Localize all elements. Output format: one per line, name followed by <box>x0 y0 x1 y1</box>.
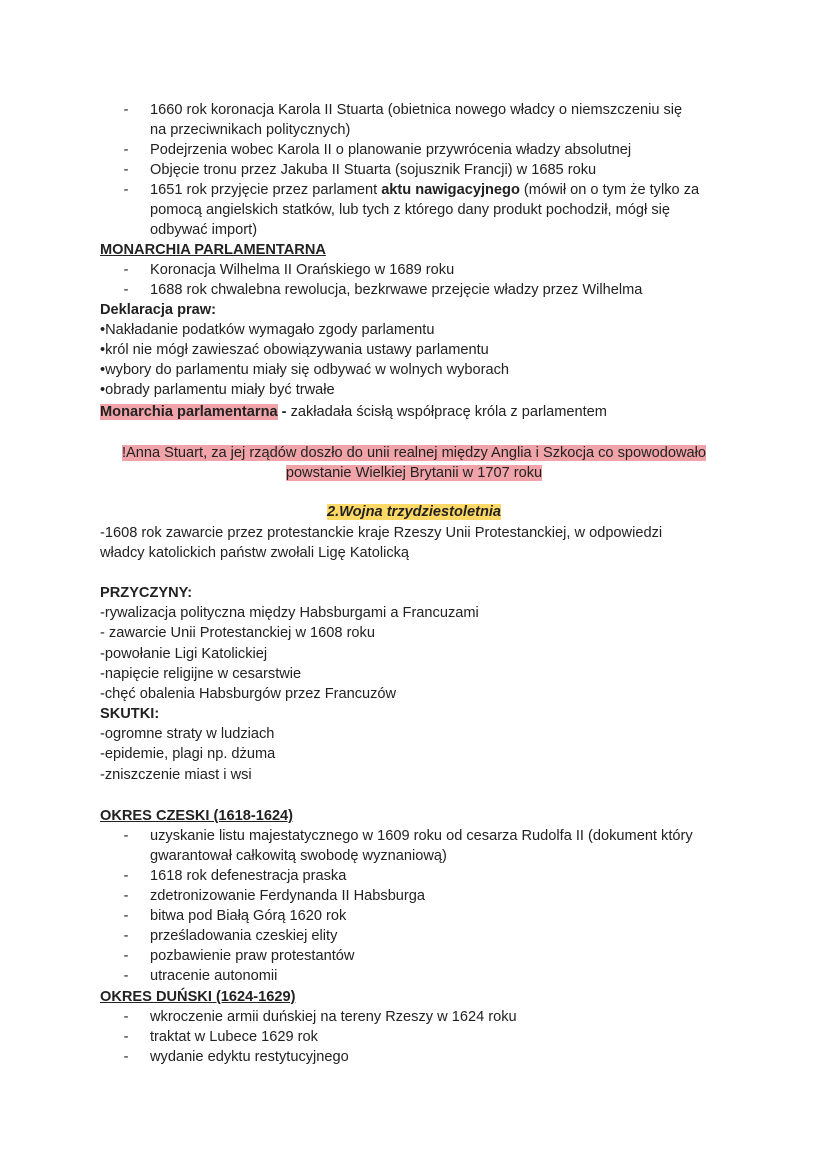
list-item: traktat w Lubece 1629 rok <box>150 1029 318 1045</box>
bullet-dash: - <box>123 928 129 944</box>
skutek-item: -zniszczenie miast i wsi <box>100 767 252 783</box>
list-item: 1688 rok chwalebna rewolucja, bezkrwawe przejęcie władzy przez Wilhelma <box>150 282 643 298</box>
list-item-continuation: gwarantował całkowitą swobodę wyznaniową) <box>150 848 447 864</box>
skutki-heading: SKUTKI: <box>100 706 160 722</box>
highlighted-title: 2.Wojna trzydziestoletnia <box>326 504 502 520</box>
list-item: bitwa pod Białą Górą 1620 rok <box>150 908 347 924</box>
list-item: wkroczenie armii duńskiej na tereny Rzeszy w 1624 roku <box>150 1009 517 1025</box>
highlighted-term: Monarchia parlamentarna <box>100 404 278 420</box>
section-heading-monarchia: MONARCHIA PARLAMENTARNA <box>100 242 326 258</box>
text-run: (mówił on o tym że tylko za <box>519 182 700 198</box>
list-item: prześladowania czeskiej elity <box>150 928 338 944</box>
bullet-dash: - <box>123 888 129 904</box>
bullet-dash: - <box>123 1029 129 1045</box>
monarchia-definition <box>100 402 607 422</box>
skutek-item: -epidemie, plagi np. dżuma <box>100 746 276 762</box>
bullet-dash: - <box>123 908 129 924</box>
skutek-item: -ogromne straty w ludziach <box>100 726 275 742</box>
text-run: 1651 rok przyjęcie przez parlament <box>150 182 382 198</box>
anna-note-line1 <box>0 443 828 463</box>
definition-text: zakładała ścisłą współpracę króla z parlamentem <box>286 404 607 420</box>
wojna-intro-continuation: władcy katolickich państw zwołali Ligę Katolicką <box>100 545 410 561</box>
list-item-continuation: odbywać import) <box>150 222 258 238</box>
bullet-dash: - <box>123 1009 129 1025</box>
definition-dash: - <box>277 404 287 420</box>
wojna-intro: -1608 rok zawarcie przez protestanckie kraje Rzeszy Unii Protestanckiej, w odpowiedzi <box>100 525 663 541</box>
bullet-dash: - <box>123 828 129 844</box>
deklaracja-item: •król nie mógł zawieszać obowiązywania ustawy parlamentu <box>100 342 489 358</box>
anna-note-line2 <box>0 463 828 483</box>
list-item: 1660 rok koronacja Karola II Stuarta (obietnica nowego władcy o niemszczeniu się <box>150 102 683 118</box>
highlighted-text: powstanie Wielkiej Brytanii w 1707 roku <box>285 465 543 481</box>
przyczyny-heading: PRZYCZYNY: <box>100 585 193 601</box>
section-heading-czeski: OKRES CZESKI (1618-1624) <box>100 808 294 824</box>
bullet-dash: - <box>123 102 129 118</box>
list-item: Objęcie tronu przez Jakuba II Stuarta (sojusznik Francji) w 1685 roku <box>150 162 597 178</box>
list-item: pozbawienie praw protestantów <box>150 948 355 964</box>
bullet-dash: - <box>123 868 129 884</box>
list-item: utracenie autonomii <box>150 968 278 984</box>
bullet-dash: - <box>123 262 129 278</box>
bullet-dash: - <box>123 1049 129 1065</box>
bold-term: aktu nawigacyjnego <box>381 182 520 198</box>
przyczyna-item: - zawarcie Unii Protestanckiej w 1608 roku <box>100 625 375 641</box>
highlighted-text: !Anna Stuart, za jej rządów doszło do unii realnej między Anglia i Szkocja co spowodowało <box>121 445 707 461</box>
deklaracja-heading: Deklaracja praw: <box>100 302 217 318</box>
section-title-wojna <box>0 502 828 522</box>
bullet-dash: - <box>123 182 129 198</box>
list-item: Podejrzenia wobec Karola II o planowanie przywrócenia władzy absolutnej <box>150 142 632 158</box>
przyczyna-item: -rywalizacja polityczna między Habsburgami a Francuzami <box>100 605 479 621</box>
deklaracja-item: •wybory do parlamentu miały się odbywać w wolnych wyborach <box>100 362 510 378</box>
bullet-dash: - <box>123 968 129 984</box>
list-item: Koronacja Wilhelma II Orańskiego w 1689 roku <box>150 262 455 278</box>
bullet-dash: - <box>123 948 129 964</box>
deklaracja-item: •obrady parlamentu miały być trwałe <box>100 382 335 398</box>
bullet-dash: - <box>123 142 129 158</box>
deklaracja-item: •Nakładanie podatków wymagało zgody parlamentu <box>100 322 435 338</box>
przyczyna-item: -powołanie Ligi Katolickiej <box>100 646 268 662</box>
bullet-dash: - <box>123 282 129 298</box>
list-item-nawigacyjny <box>150 180 699 200</box>
bullet-dash: - <box>123 162 129 178</box>
section-heading-dunski: OKRES DUŃSKI (1624-1629) <box>100 989 296 1005</box>
list-item: 1618 rok defenestracja praska <box>150 868 347 884</box>
list-item: wydanie edyktu restytucyjnego <box>150 1049 349 1065</box>
przyczyna-item: -napięcie religijne w cesarstwie <box>100 666 302 682</box>
list-item-continuation: na przeciwnikach politycznych) <box>150 122 351 138</box>
przyczyna-item: -chęć obalenia Habsburgów przez Francuzów <box>100 686 397 702</box>
list-item-continuation: pomocą angielskich statków, lub tych z którego dany produkt pochodził, mógł się <box>150 202 670 218</box>
list-item: uzyskanie listu majestatycznego w 1609 roku od cesarza Rudolfa II (dokument który <box>150 828 693 844</box>
list-item: zdetronizowanie Ferdynanda II Habsburga <box>150 888 426 904</box>
